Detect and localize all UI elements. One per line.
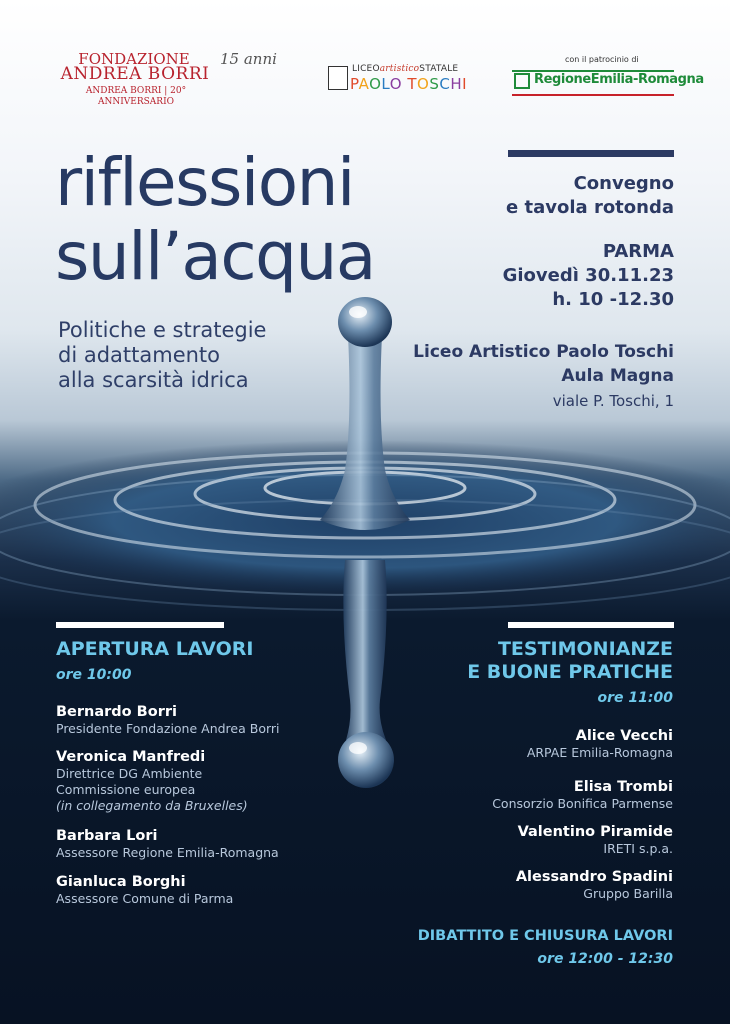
event-when (503, 240, 674, 312)
testimonies-heading-line-2: E BUONE PRATICHE (467, 661, 673, 683)
event-hours: h. 10 -12.30 (552, 289, 674, 310)
speaker-name: Barbara Lori (56, 828, 158, 844)
speaker-item (527, 727, 673, 761)
speaker-role: IRETI s.p.a. (603, 841, 673, 856)
divider-right (508, 622, 674, 628)
page-title (55, 146, 375, 294)
opening-heading: APERTURA LAVORI (56, 638, 254, 660)
fondazione-subtitle: ANDREA BORRI | 20° ANNIVERSARIO (85, 86, 187, 107)
speaker-name: Gianluca Borghi (56, 874, 186, 890)
title-line-2: sull’acqua (55, 218, 375, 295)
event-venue (413, 340, 674, 388)
speaker-item (56, 873, 233, 907)
speaker-item (518, 823, 673, 857)
regione-logo-icon (514, 73, 530, 89)
speaker-role: Presidente Fondazione Andrea Borri (56, 721, 280, 736)
subtitle-line-3: alla scarsità idrica (58, 368, 249, 392)
venue-room: Aula Magna (561, 366, 674, 386)
event-type-line-1: Convegno (573, 173, 674, 194)
speaker-role: Consorzio Bonifica Parmense (492, 796, 673, 811)
divider-left (56, 622, 224, 628)
liceo-logo-icon (328, 66, 348, 90)
speaker-name: Veronica Manfredi (56, 749, 206, 765)
liceo-name: PAOLO TOSCHI (350, 75, 468, 93)
testimonies-time: ore 11:00 (597, 690, 673, 706)
speaker-name: Alice Vecchi (575, 728, 673, 744)
closing-heading: DIBATTITO E CHIUSURA LAVORI (417, 928, 673, 944)
testimonies-heading-line-1: TESTIMONIANZE (497, 638, 673, 660)
speaker-name: Alessandro Spadini (515, 869, 673, 885)
speaker-name: Valentino Piramide (517, 824, 673, 840)
event-type-line-2: e tavola rotonda (506, 197, 674, 218)
testimonies-heading (467, 638, 673, 684)
speaker-item (56, 748, 248, 814)
opening-time: ore 10:00 (56, 667, 132, 683)
divider-top-right (508, 150, 674, 157)
subtitle-line-2: di adattamento (58, 343, 221, 367)
fondazione-name: ANDREA BORRI (60, 64, 210, 84)
patrocinio-label: con il patrocinio di (565, 55, 639, 64)
subtitle (58, 318, 266, 393)
event-type (506, 172, 674, 220)
title-line-1: riflessioni (55, 144, 354, 221)
speaker-role: Assessore Regione Emilia-Romagna (56, 845, 279, 860)
speaker-role: Assessore Comune di Parma (56, 891, 234, 906)
speaker-role-2: Commissione europea (56, 782, 196, 797)
regione-name: RegioneEmilia-Romagna (534, 72, 704, 87)
closing-time: ore 12:00 - 12:30 (537, 951, 673, 967)
speaker-item (516, 868, 673, 902)
speaker-note: (in collegamento da Bruxelles) (56, 798, 248, 813)
fondazione-label: FONDAZIONE (78, 50, 190, 68)
subtitle-line-1: Politiche e strategie (58, 318, 267, 342)
event-city: PARMA (602, 241, 674, 262)
venue-name: Liceo Artistico Paolo Toschi (413, 342, 674, 362)
speaker-name: Elisa Trombi (573, 779, 673, 795)
speaker-item (56, 703, 280, 737)
speaker-role: Direttrice DG Ambiente (56, 766, 203, 781)
event-date: Giovedì 30.11.23 (502, 265, 674, 286)
anniversary-mark: 15 anni (220, 50, 277, 68)
speaker-role: ARPAE Emilia-Romagna (526, 745, 673, 760)
speaker-role: Gruppo Barilla (583, 886, 673, 901)
venue-address: viale P. Toschi, 1 (552, 392, 674, 410)
speaker-item (56, 827, 279, 861)
speaker-name: Bernardo Borri (56, 704, 177, 720)
liceo-label: LICEOartisticoSTATALE (352, 64, 459, 74)
speaker-item (492, 778, 673, 812)
